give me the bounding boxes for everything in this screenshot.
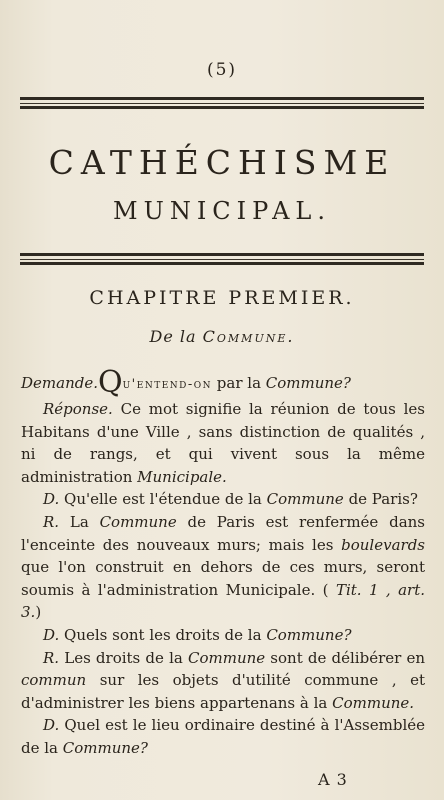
speaker-label: Réponse. — [43, 400, 113, 418]
speaker-label: D. — [43, 490, 60, 509]
text-run: sont de délibérer en — [265, 648, 426, 667]
emphasis: Commune? — [266, 625, 352, 644]
emphasis: Commune? — [265, 374, 351, 392]
emphasis: boulevards — [341, 535, 425, 554]
emphasis: Municipale. — [137, 467, 227, 486]
speaker-label: D. — [43, 716, 60, 735]
title-line-1: CATHÉCHISME — [48, 143, 396, 182]
emphasis: Commune — [187, 648, 266, 667]
page-number: (5) — [206, 60, 238, 80]
emphasis: Commune — [99, 512, 177, 531]
top-ornamental-rule — [20, 97, 424, 112]
section-title-prefix: De la — [149, 327, 197, 346]
text-run: sur les objets d'utilité commune , et d'administrer les biens appartenans à la — [21, 671, 425, 712]
bottom-ornamental-rule — [20, 253, 424, 268]
text-run: que l'on construit en dehors de ces murs, seront soumis à l'administration Municipale. ( — [21, 558, 425, 599]
emphasis: commun — [21, 671, 87, 690]
title-line-2: MUNICIPAL. — [113, 197, 331, 225]
text-run: Les droits de la — [59, 648, 188, 667]
text-run: Quel est le lieu ordinaire destiné à l'Assemblée de la — [21, 716, 425, 757]
speaker-label: Demande. — [21, 374, 98, 392]
speaker-label: D. — [43, 625, 60, 644]
signature-mark: A 3 — [318, 770, 348, 789]
text-run: Quels sont les droits de la — [59, 625, 267, 644]
section-title-word: Commune. — [202, 327, 295, 346]
text-run: par la — [212, 374, 266, 392]
text-run: de Paris est renfermée dans l'enceinte des nouveaux murs; mais les — [21, 512, 425, 554]
paragraph-3 — [21, 488, 425, 511]
drop-initial: Q — [97, 365, 123, 400]
chapter-heading: CHAPITRE PREMIER. — [89, 287, 355, 309]
body-text — [21, 365, 426, 760]
paragraph-1 — [21, 365, 425, 400]
paragraph-7 — [21, 714, 425, 759]
text-run: ) — [35, 603, 42, 622]
emphasis: Commune? — [62, 738, 148, 757]
small-caps-phrase: u'entend-on — [122, 377, 213, 392]
text-run: Ce mot signifie la réunion de tous les Habitans d'une Ville , sans distinction de qualités , ni de rangs, et qui vivent sous la même administration — [21, 400, 425, 486]
citation: Tit. 1 , art. 3. — [21, 580, 425, 622]
emphasis: Commune. — [332, 693, 415, 712]
speaker-label: R. — [43, 512, 60, 531]
paragraph-2 — [21, 398, 425, 488]
section-title — [0, 327, 444, 346]
paragraph-5 — [21, 624, 425, 647]
emphasis: Commune — [266, 490, 344, 509]
speaker-label: R. — [43, 648, 60, 667]
text-run: La — [59, 512, 100, 531]
paragraph-4 — [21, 511, 425, 624]
text-run: de Paris? — [343, 490, 418, 509]
paragraph-6 — [21, 647, 425, 715]
text-run: Qu'elle est l'étendue de la — [59, 490, 267, 509]
